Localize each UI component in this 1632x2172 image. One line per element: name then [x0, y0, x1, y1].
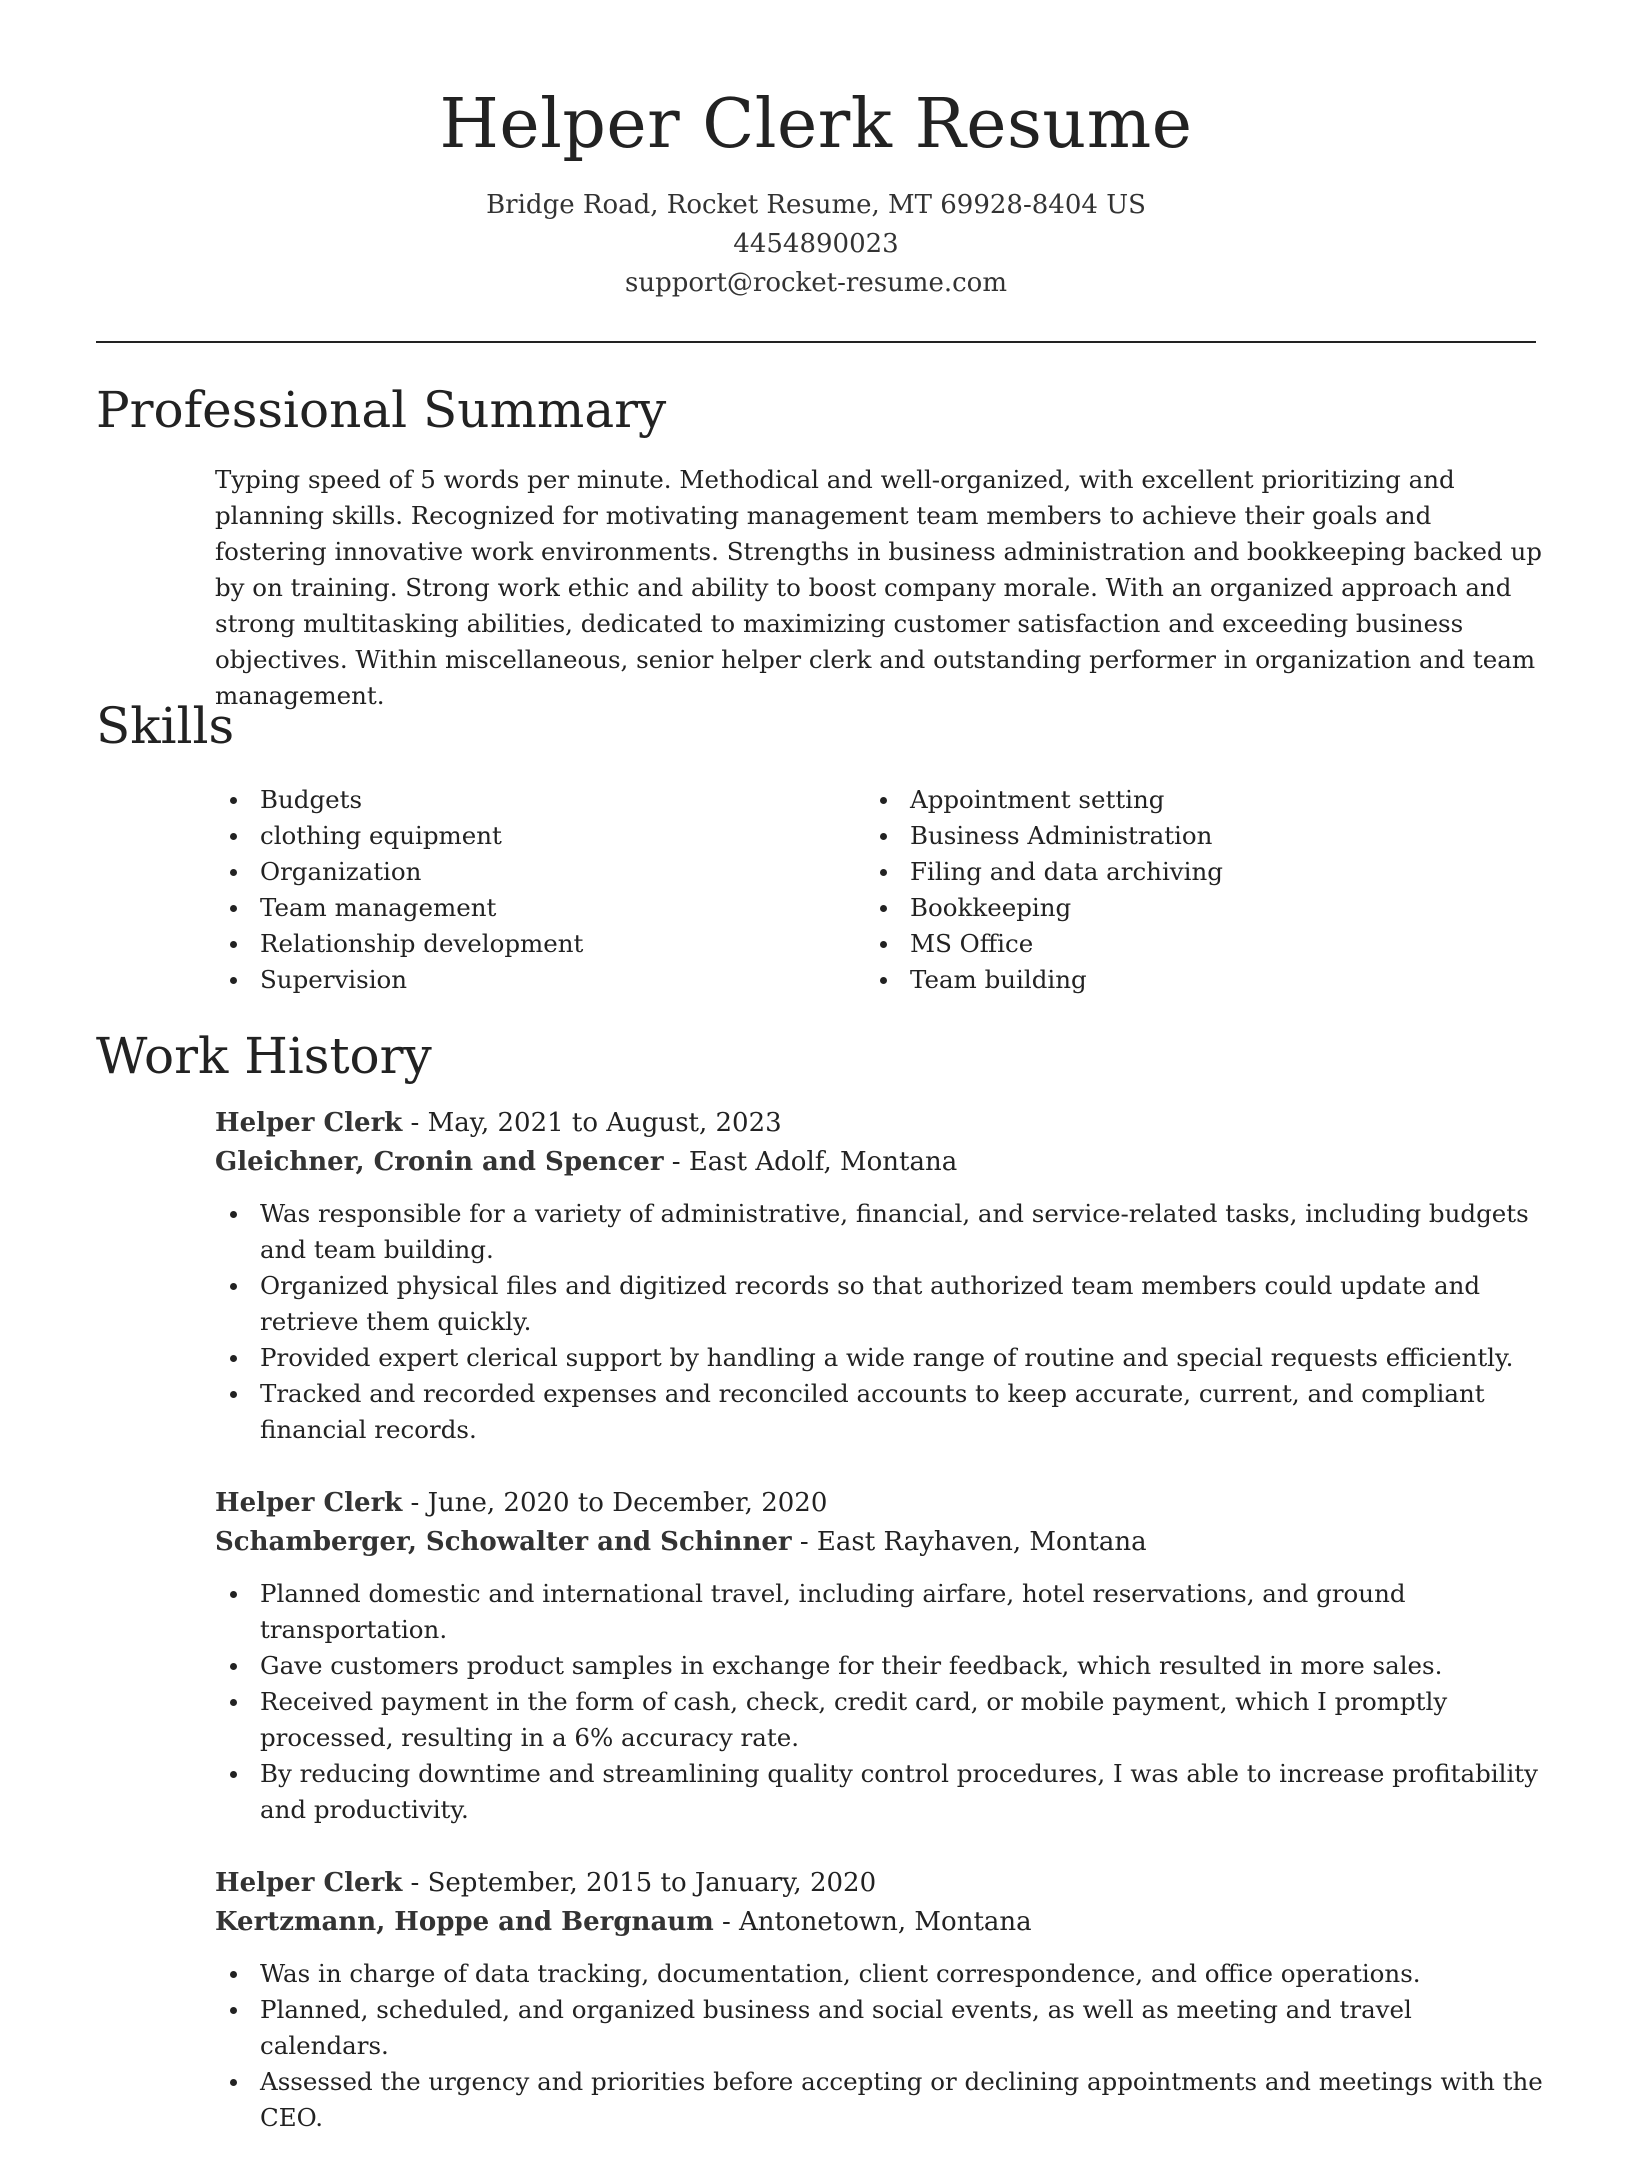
duty-item: Gave customers product samples in exchange for their feedback, which resulted in more sales.: [215, 1648, 1545, 1684]
job-title-line: [215, 1104, 1545, 1143]
job-entry: [215, 1104, 1545, 1448]
job-entry: [215, 1484, 1545, 1828]
job-dates: - June, 2020 to December, 2020: [402, 1488, 828, 1518]
skills-column-left: [215, 782, 865, 998]
work-history-heading: Work History: [96, 1027, 432, 1085]
contact-address: Bridge Road, Rocket Resume, MT 69928-8404 US: [486, 190, 1146, 220]
job-location: - Antonetown, Montana: [713, 1907, 1032, 1937]
work-history-list: [215, 1104, 1545, 2172]
header-divider: [96, 341, 1536, 343]
resume-header: [96, 80, 1536, 303]
job-company: Kertzmann, Hoppe and Bergnaum: [215, 1907, 714, 1937]
job-company: Gleichner, Cronin and Spencer: [215, 1147, 664, 1177]
job-title: Helper Clerk: [215, 1868, 403, 1898]
summary-heading: Professional Summary: [96, 381, 667, 439]
job-location: - East Rayhaven, Montana: [791, 1527, 1147, 1557]
duty-item: Planned, scheduled, and organized business and social events, as well as meeting and travel calendars.: [215, 1992, 1545, 2064]
duty-item: Tracked and recorded expenses and reconciled accounts to keep accurate, current, and compliant financial records.: [215, 1376, 1545, 1448]
skills-list: [215, 782, 1535, 998]
skill-item: Appointment setting: [865, 782, 1515, 818]
job-title: Helper Clerk: [215, 1488, 403, 1518]
skill-item: Team building: [865, 962, 1515, 998]
job-title-line: [215, 1484, 1545, 1523]
job-dates: - September, 2015 to January, 2020: [402, 1868, 877, 1898]
skill-item: Team management: [215, 890, 865, 926]
job-duties: [215, 1196, 1545, 1448]
skill-item: Filing and data archiving: [865, 854, 1515, 890]
skill-item: Organization: [215, 854, 865, 890]
job-duties: [215, 1576, 1545, 1828]
duty-item: By reducing downtime and streamlining quality control procedures, I was able to increase profitability and productivity.: [215, 1756, 1545, 1828]
skill-item: Bookkeeping: [865, 890, 1515, 926]
job-title-line: [215, 1864, 1545, 1903]
skill-item: MS Office: [865, 926, 1515, 962]
job-company: Schamberger, Schowalter and Schinner: [215, 1527, 792, 1557]
job-company-line: [215, 1903, 1545, 1942]
skills-column-right: [865, 782, 1515, 998]
job-title: Helper Clerk: [215, 1108, 403, 1138]
skill-item: Budgets: [215, 782, 865, 818]
summary-text: Typing speed of 5 words per minute. Methodical and well-organized, with excellent prioritizing and planning skills. Recognized for motivating management team members to achieve their goals and fostering innovative work environments. Strengths in business administration and bookkeeping backed up by on training. Strong work ethic and ability to boost company morale. With an organized approach and strong multitasking abilities, dedicated to maximizing customer satisfaction and exceeding business objectives. Within miscellaneous, senior helper clerk and outstanding performer in organization and team management.: [215, 465, 1542, 710]
job-location: - East Adolf, Montana: [663, 1147, 958, 1177]
contact-email[interactable]: support@rocket-resume.com: [624, 268, 1007, 298]
skills-heading: Skills: [96, 697, 235, 755]
resume-title: Helper Clerk Resume: [439, 85, 1193, 164]
duty-item: Provided expert clerical support by handling a wide range of routine and special requests efficiently.: [215, 1340, 1545, 1376]
duty-item: Received payment in the form of cash, check, credit card, or mobile payment, which I promptly processed, resulting in a 6% accuracy rate.: [215, 1684, 1545, 1756]
duty-item: Was in charge of data tracking, documentation, client correspondence, and office operations.: [215, 1956, 1545, 1992]
duty-item: Was responsible for a variety of administrative, financial, and service-related tasks, including budgets and team building.: [215, 1196, 1545, 1268]
skill-item: clothing equipment: [215, 818, 865, 854]
skill-item: Business Administration: [865, 818, 1515, 854]
skill-item: Supervision: [215, 962, 865, 998]
contact-phone: 4454890023: [733, 229, 899, 259]
skill-item: Relationship development: [215, 926, 865, 962]
duty-item: Planned domestic and international travel, including airfare, hotel reservations, and ground transportation.: [215, 1576, 1545, 1648]
contact-block: [96, 186, 1536, 303]
job-company-line: [215, 1143, 1545, 1182]
duty-item: Assessed the urgency and priorities before accepting or declining appointments and meetings with the CEO.: [215, 2064, 1545, 2136]
job-entry: [215, 1864, 1545, 2136]
duty-item: Organized physical files and digitized records so that authorized team members could update and retrieve them quickly.: [215, 1268, 1545, 1340]
job-company-line: [215, 1523, 1545, 1562]
job-dates: - May, 2021 to August, 2023: [402, 1108, 782, 1138]
job-duties: [215, 1956, 1545, 2136]
